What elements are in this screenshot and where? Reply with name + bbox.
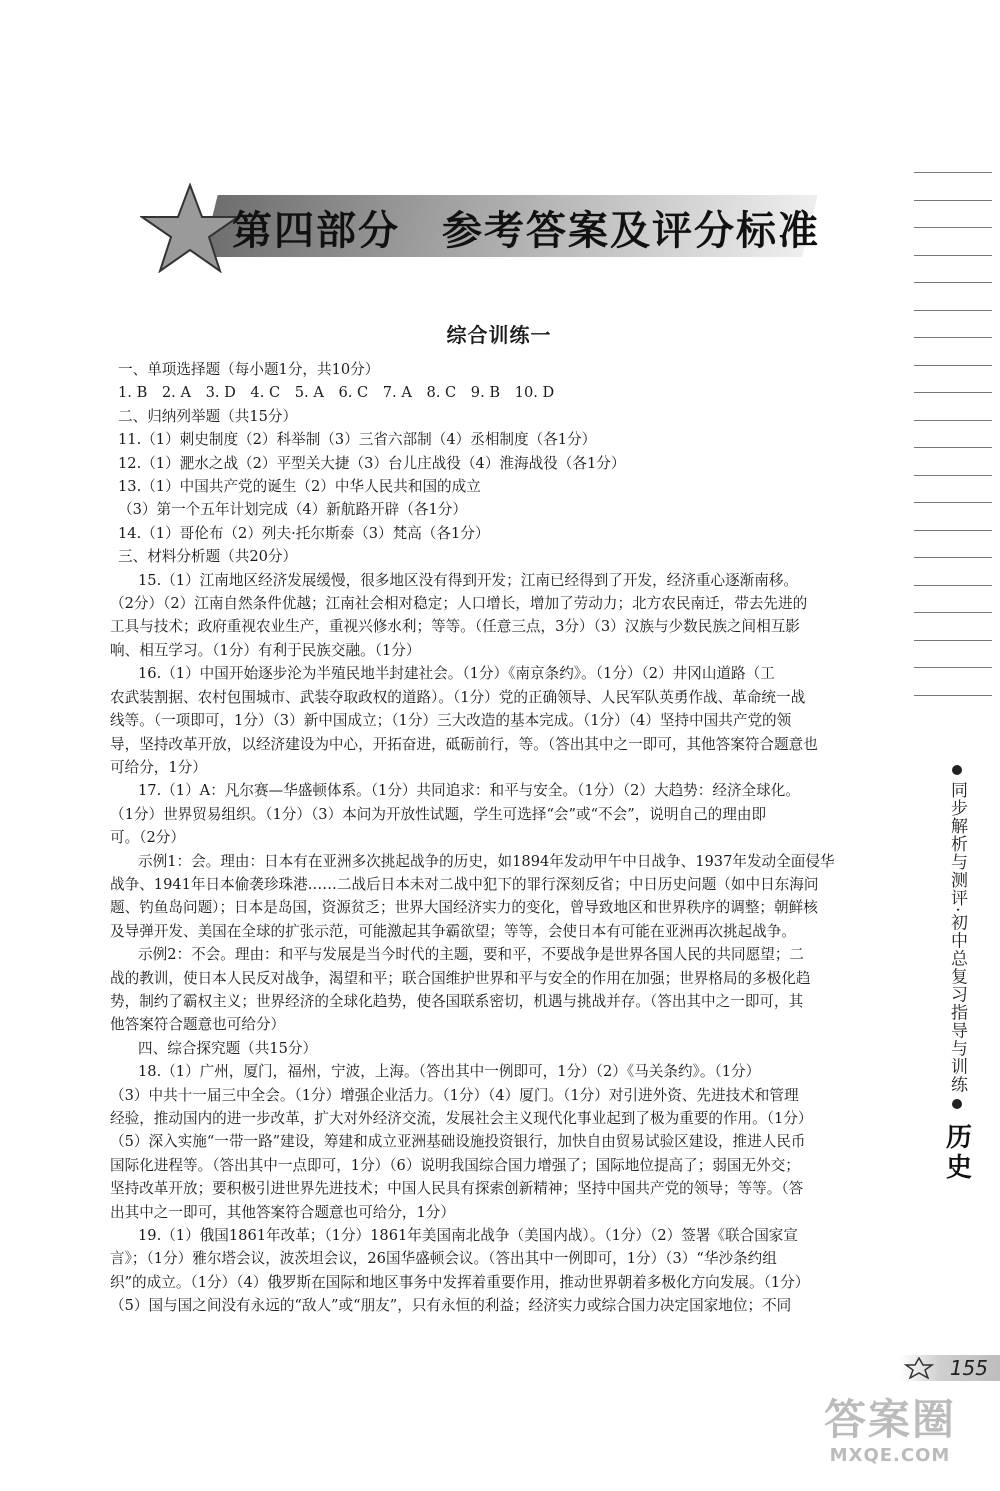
answer-line: 经验，推动国内的进一步改革，扩大对外经济交流，发展社会主义现代化事业起到了极为重要的作用。（1分） bbox=[110, 1110, 813, 1127]
side-rule-line bbox=[914, 585, 992, 586]
answer-line: 工具与技术；政府重视农业生产，重视兴修水利；等等。（任意三点，3分）（3）汉族与少数民族之间相互影 bbox=[110, 618, 800, 636]
side-rule-line bbox=[914, 337, 992, 338]
answer-lines bbox=[110, 358, 888, 1318]
subject-label: 历史 bbox=[941, 1123, 972, 1184]
answer-line: 及导弹开发、美国在全球的扩张示范，可能激起其争霸欲望；等等，会使日本有可能在亚洲再次挑起战争。 bbox=[110, 922, 796, 940]
answer-line: 17.（1）A：凡尔赛—华盛顿体系。（1分）共同追求：和平与安全。（1分）（2）大趋势：经济全球化。 bbox=[138, 782, 800, 800]
part-banner bbox=[140, 183, 820, 273]
side-tab bbox=[936, 765, 978, 1183]
answer-line: 导，坚持改革开放，以经济建设为中心，开拓奋进，砥砺前行，等。（答出其中之一即可，其他答案符合题意也 bbox=[110, 735, 818, 753]
answer-line: 16.（1）中国开始逐步沦为半殖民地半封建社会。（1分）《南京条约》。（1分）（2）井冈山道路（工 bbox=[138, 665, 775, 683]
section-title: 综合训练一 bbox=[446, 323, 552, 347]
answer-line: 他答案符合题意也可给分） bbox=[110, 1016, 286, 1034]
answer-line: （5）深入实施“一带一路”建设，筹建和成立亚洲基础设施投资银行，加快自由贸易试验区建设，推进人民币 bbox=[110, 1133, 806, 1151]
answer-line: （3）中共十一届三中全会。（1分）增强企业活力。（1分）（4）厦门。（1分）对引进外资、先进技术和管理 bbox=[110, 1086, 799, 1104]
answer-line: 坚持改革开放；要积极引进世界先进技术；中国人民具有探索创新精神；坚持中国共产党的领导；等等。（答 bbox=[110, 1180, 804, 1198]
side-rule-line bbox=[914, 475, 992, 476]
answer-line: 14.（1）哥伦布（2）列夫·托尔斯泰（3）梵高（各1分） bbox=[118, 524, 490, 542]
answer-line: 国际化进程等。（答出其中一点即可，1分）（6）说明我国综合国力增强了；国际地位提高了；弱国无外交； bbox=[110, 1156, 800, 1174]
answer-line: 织”的成立。（1分）（4）俄罗斯在国际和地区事务中发挥着重要作用，推动世界朝着多极化方向发展。（1分） bbox=[110, 1273, 810, 1291]
bullet-dot-icon bbox=[952, 1099, 962, 1109]
answer-line: 15.（1）江南地区经济发展缓慢，很多地区没有得到开发；江南已经得到了开发，经济重心逐渐南移。 bbox=[138, 571, 799, 589]
answer-line: 1. B 2. A 3. D 4. C 5. A 6. C 7. A 8. C 9. B 10. D bbox=[118, 384, 555, 402]
watermark-url: MXQE.COM bbox=[829, 1445, 951, 1466]
answer-line: 农武装割据、农村包围城市、武装夺取政权的道路）。（1分）党的正确领导、人民军队英勇作战、革命统一战 bbox=[110, 688, 806, 706]
answer-line: 可给分，1分） bbox=[110, 758, 207, 776]
side-rule-line bbox=[914, 172, 992, 173]
side-rule-line bbox=[914, 612, 992, 613]
answer-line: 12.（1）淝水之战（2）平型关大捷（3）台儿庄战役（4）淮海战役（各1分） bbox=[118, 454, 626, 472]
answer-line: 19.（1）俄国1861年改革；（1分）1861年美国南北战争（美国内战）。（1分）（2）签署《联合国家宣 bbox=[138, 1227, 798, 1245]
side-decorative-lines bbox=[914, 172, 992, 722]
side-rule-line bbox=[914, 640, 992, 641]
answer-line: （3）第一个五年计划完成（4）新航路开辟（各1分） bbox=[118, 501, 467, 519]
answer-line: 示例1：会。理由：日本有在亚洲多次挑起战争的历史，如1894年发动甲午中日战争、1937年发动全面侵华 bbox=[138, 852, 835, 870]
side-rule-line bbox=[914, 365, 992, 366]
answer-line: 四、综合探究题（共15分） bbox=[138, 1039, 318, 1057]
answer-line: 可。（2分） bbox=[110, 829, 185, 847]
answer-content bbox=[110, 318, 888, 1318]
answer-line: 示例2：不会。理由：和平与发展是当今时代的主题，要和平，不要战争是世界各国人民的共同愿望；二 bbox=[138, 946, 805, 964]
part-title: 第四部分 参考答案及评分标准 bbox=[232, 207, 820, 254]
answer-line: 出其中之一即可，其他答案符合题意也可给分，1分） bbox=[110, 1203, 455, 1221]
answer-line: 一、单项选择题（每小题1分，共10分） bbox=[118, 361, 380, 378]
page-number-box bbox=[900, 1355, 1000, 1381]
answer-line: 二、归纳列举题（共15分） bbox=[118, 407, 298, 425]
answer-line: 11.（1）刺史制度（2）科举制（3）三省六部制（4）丞相制度（各1分） bbox=[118, 431, 597, 449]
answer-line: 势，制约了霸权主义；世界经济的全球化趋势，使各国联系密切，机遇与挑战并存。（答出其中之一即可，其 bbox=[110, 992, 804, 1010]
side-rule-line bbox=[914, 227, 992, 228]
answer-line: （5）国与国之间没有永远的“敌人”或“朋友”，只有永恒的利益；经济实力或综合国力决定国家地位；不同 bbox=[110, 1297, 792, 1315]
answer-line: 13.（1）中国共产党的诞生（2）中华人民共和国的成立 bbox=[118, 478, 481, 496]
side-rule-line bbox=[914, 667, 992, 668]
side-rule-line bbox=[914, 255, 992, 256]
side-rule-line bbox=[914, 530, 992, 531]
watermark-logo-text: 答案圈 bbox=[823, 1395, 956, 1444]
side-rule-line bbox=[914, 310, 992, 311]
answer-line: 言》；（1分）雅尔塔会议，波茨坦会议，26国华盛顿会议。（答出其中一例即可，1分）（3）“华沙条约组 bbox=[110, 1250, 777, 1268]
answer-line: （1分）世界贸易组织。（1分）（3）本问为开放性试题，学生可选择“会”或“不会”，说明自己的理由即 bbox=[110, 805, 767, 823]
side-rule-line bbox=[914, 502, 992, 503]
answer-line: 18.（1）广州，厦门，福州，宁波，上海。（答出其中一例即可，1分）（2）《马关条约》。（1分） bbox=[138, 1063, 761, 1081]
side-rule-line bbox=[914, 282, 992, 283]
answer-line: 战的教训，使日本人民反对战争，渴望和平；联合国维护世界和平与安全的作用在加强；世界格局的多极化趋 bbox=[110, 969, 811, 987]
bullet-dot-icon bbox=[952, 765, 962, 775]
answer-line: 战争、1941年日本偷袭珍珠港……二战后日本未对二战中犯下的罪行深刻反省；中日历史问题（如中日东海问 bbox=[110, 875, 819, 893]
answer-line: 三、材料分析题（共20分） bbox=[118, 548, 298, 566]
watermark bbox=[790, 1395, 990, 1475]
side-rule-line bbox=[914, 447, 992, 448]
star-icon bbox=[904, 1357, 934, 1379]
answer-line: （2分）（2）江南自然条件优越；江南社会相对稳定；人口增长，增加了劳动力；北方农民南迁，带去先进的 bbox=[110, 595, 808, 613]
page-number: 155 bbox=[949, 1356, 988, 1380]
side-rule-line bbox=[914, 200, 992, 201]
side-rule-line bbox=[914, 420, 992, 421]
answer-line: 题、钓鱼岛问题）；日本是岛国，资源贫乏；世界大国经济实力的变化，曾导致地区和世界秩序的调整；朝鲜核 bbox=[110, 899, 818, 917]
side-rule-line bbox=[914, 392, 992, 393]
answer-line: 线等。（一项即可，1分）（3）新中国成立；（1分）三大改造的基本完成。（1分）（4）坚持中国共产党的领 bbox=[110, 712, 792, 730]
book-series-title: 同步解析与测评·初中总复习指导与训练 bbox=[947, 781, 967, 1094]
answer-line: 响、相互学习。（1分）有利于民族交融。（1分） bbox=[110, 641, 421, 659]
side-rule-line bbox=[914, 557, 992, 558]
side-rule-line bbox=[914, 695, 992, 696]
